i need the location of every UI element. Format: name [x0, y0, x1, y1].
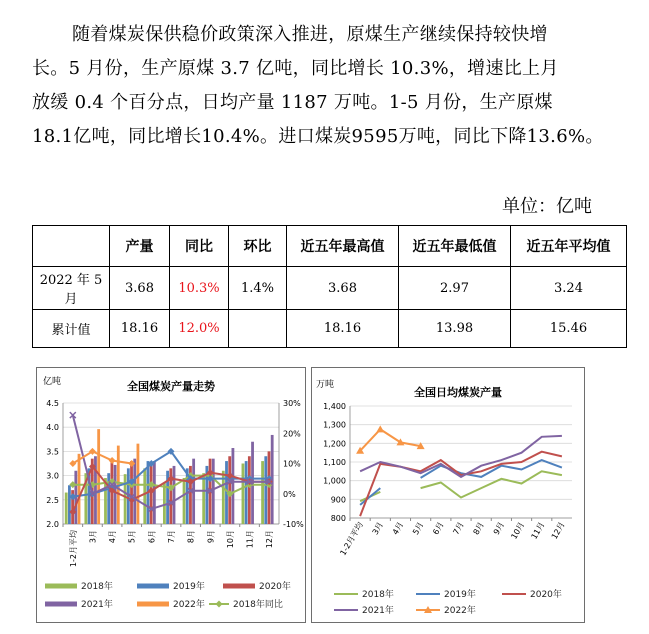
x-tick-label: 12月: [549, 520, 567, 541]
legend-item: [334, 588, 394, 600]
bar: [150, 466, 153, 524]
legend-swatch: [223, 584, 255, 589]
x-tick-label: 9月: [491, 520, 507, 537]
x-tick-label: 4月: [108, 530, 118, 544]
legend-label: 2022年: [173, 600, 205, 610]
table-header: [33, 226, 110, 267]
table-row: [33, 267, 627, 310]
table-cell: 18.16: [287, 310, 399, 348]
legend-label: 2021年: [362, 606, 394, 616]
legend-label: 2018年: [81, 582, 113, 592]
bar: [130, 461, 133, 524]
y-tick-label: 800: [330, 514, 346, 523]
y-tick-label: 3.0: [46, 471, 59, 481]
bar: [202, 473, 205, 524]
chart-title: 全国煤炭产量走势: [127, 380, 215, 393]
y-tick-label: 900: [330, 495, 346, 505]
intro-paragraph: [32, 18, 617, 154]
bar: [173, 466, 176, 524]
legend-item: [502, 588, 562, 600]
chart-title: 全国日均煤炭产量: [414, 386, 502, 399]
x-tick-label: 8月: [471, 520, 486, 537]
table-cell: 15.46: [511, 310, 627, 348]
paragraph-line: 随着煤炭保供稳价政策深入推进，原煤生产继续保持较快增: [72, 24, 548, 45]
table-cell: 18.16: [110, 310, 170, 348]
legend-item: [137, 580, 205, 592]
daily-output-chart: [312, 368, 584, 622]
y-axis-label: 万吨: [316, 380, 335, 390]
y-tick-label: 4.5: [46, 399, 59, 408]
y-tick-label: 2.0: [46, 520, 59, 529]
x-tick-label: 11月: [245, 530, 255, 549]
y-tick-label: 1,400: [323, 402, 346, 411]
legend-item: [45, 598, 113, 610]
legend-swatch: [137, 602, 169, 607]
bar: [232, 448, 235, 524]
x-tick-label: 7月: [451, 520, 466, 537]
legend-item: [137, 598, 205, 610]
paragraph-line: 放缓 0.4 个百分点，日均产量 1187 万吨。1-5 月份，生产原煤: [32, 92, 553, 113]
series-line: [360, 429, 421, 451]
legend-item: [223, 580, 291, 592]
table-header: 同比: [170, 226, 229, 267]
bar: [133, 459, 136, 524]
daily-output-chart-panel: [311, 367, 585, 623]
x-tick-label: 5月: [127, 530, 137, 544]
x-tick-label: 3月: [370, 520, 386, 537]
x-tick-label: 3月: [88, 530, 98, 544]
data-point: [216, 601, 223, 608]
x-tick-label: 10月: [509, 520, 527, 541]
y-tick-label: 4.0: [46, 423, 59, 433]
legend-label: 2019年: [444, 590, 476, 600]
legend-item: [416, 604, 476, 616]
legend: [334, 588, 562, 616]
y2-tick-label: 20%: [283, 429, 301, 439]
x-tick-label: 6月: [147, 530, 157, 544]
bar: [143, 468, 146, 524]
table-cell: 累计值: [33, 310, 110, 348]
paragraph-line: 18.1亿吨，同比增长10.4%。进口煤炭9595万吨，同比下降13.6%。: [32, 126, 604, 147]
bar: [114, 465, 117, 524]
legend-label: 2019年: [173, 582, 205, 592]
y-tick-label: 2.5: [46, 495, 59, 505]
bar: [65, 493, 68, 524]
table-header: 近五年平均值: [511, 226, 627, 267]
legend-label: 2022年: [444, 606, 476, 616]
table-header: 环比: [229, 226, 287, 267]
bar: [163, 483, 166, 524]
x-tick-label: 12月: [265, 530, 275, 549]
bar: [78, 454, 81, 524]
table-cell: 10.3%: [170, 267, 229, 310]
series-line: [421, 471, 562, 497]
bar: [261, 461, 264, 524]
bar: [248, 456, 251, 524]
table-header-row: [33, 226, 627, 267]
legend-label: 2020年: [530, 590, 562, 600]
bar: [228, 456, 231, 524]
x-tick-label: 8月: [186, 530, 196, 544]
x-tick-label: 9月: [206, 530, 216, 544]
table-header: 近五年最高值: [287, 226, 399, 267]
series-line: [360, 452, 562, 516]
y2-tick-label: 10%: [283, 459, 301, 469]
x-tick-label: 10月: [225, 530, 235, 549]
y2-tick-label: 0%: [283, 489, 296, 499]
legend: [45, 580, 291, 610]
y-axis-label: 亿吨: [43, 377, 62, 387]
legend-item: [416, 588, 476, 600]
bar: [212, 459, 215, 524]
table-row: [33, 310, 627, 348]
legend-item: [45, 580, 113, 592]
table-cell: 2.97: [399, 267, 511, 310]
table-cell: 13.98: [399, 310, 511, 348]
table-cell: 12.0%: [170, 310, 229, 348]
coal-output-chart: [37, 368, 305, 622]
data-point: [376, 425, 384, 432]
legend-item: [334, 604, 394, 616]
y-tick-label: 1,300: [323, 420, 346, 430]
legend-swatch: [45, 584, 77, 589]
table-cell: 1.4%: [229, 267, 287, 310]
bar: [124, 474, 127, 524]
legend-swatch: [45, 602, 77, 607]
x-tick-label: 7月: [167, 530, 176, 544]
legend-label: 2020年: [259, 582, 291, 592]
x-tick-label: 4月: [390, 520, 406, 537]
y-tick-label: 1,100: [323, 458, 346, 467]
table-header: 近五年最低值: [399, 226, 511, 267]
x-tick-label: 1-2月平均: [68, 530, 78, 568]
table-cell: 2022 年 5 月: [33, 267, 110, 310]
unit-label: 单位：亿吨: [502, 196, 592, 217]
production-table: [32, 225, 627, 348]
x-tick-label: 5月: [411, 520, 426, 537]
bar: [183, 478, 186, 524]
x-tick-label: 6月: [431, 520, 446, 537]
x-tick-label: 11月: [529, 520, 547, 541]
y-tick-label: 3.5: [46, 447, 59, 457]
bar: [242, 464, 245, 525]
x-tick-label: 1-2月平均: [338, 520, 365, 558]
legend-label: 2018年同比: [233, 600, 283, 610]
legend-label: 2021年: [81, 600, 113, 610]
legend-label: 2018年: [362, 590, 394, 600]
y-tick-label: 1,000: [323, 476, 346, 486]
table-cell: [229, 310, 287, 348]
table-cell: 3.68: [287, 267, 399, 310]
paragraph-line: 长。5 月份，生产原煤 3.7 亿吨，同比增长 10.3%，增速比上月: [32, 58, 559, 79]
table-cell: 3.68: [110, 267, 170, 310]
legend-item: [209, 598, 283, 610]
bar: [68, 485, 71, 524]
bar: [153, 461, 156, 524]
table-header: 产量: [110, 226, 170, 267]
y-tick-label: 1,200: [323, 439, 346, 449]
bar: [245, 461, 248, 524]
y2-tick-label: -10%: [283, 520, 304, 529]
y2-tick-label: 30%: [283, 399, 301, 408]
table-cell: 3.24: [511, 267, 627, 310]
legend-swatch: [137, 584, 169, 589]
bar: [264, 456, 267, 524]
data-point: [109, 457, 116, 464]
coal-output-chart-panel: [36, 367, 306, 623]
